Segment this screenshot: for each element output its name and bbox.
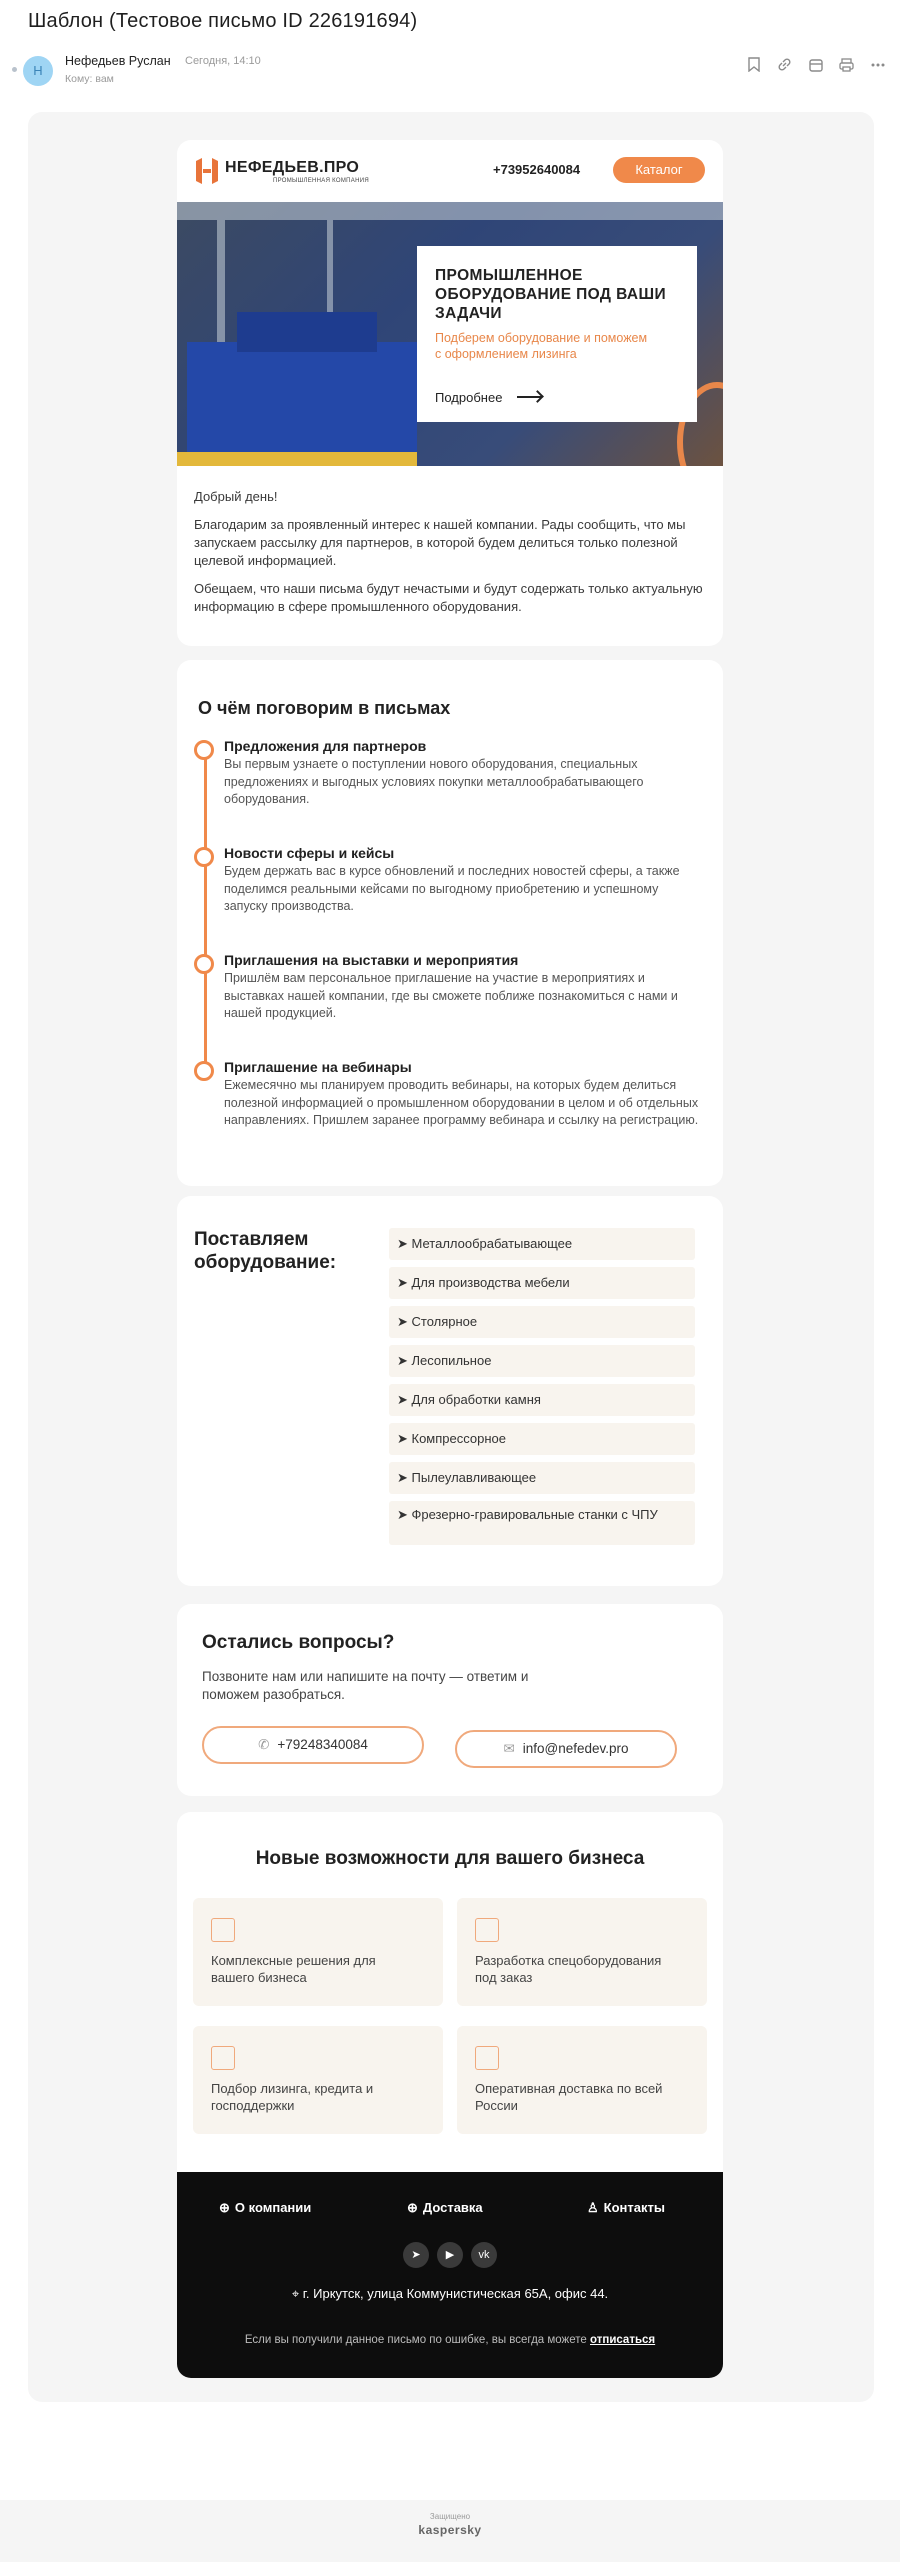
- phone-button[interactable]: [202, 1726, 424, 1764]
- kaspersky-logo: kaspersky: [418, 2523, 482, 2537]
- topics-card: [177, 660, 723, 1186]
- recipient: Кому: вам: [65, 73, 114, 85]
- more-icon[interactable]: [869, 56, 886, 73]
- footer-address: [177, 2286, 723, 2302]
- topics-title: О чём поговорим в письмах: [198, 698, 451, 718]
- timeline-dot: [194, 847, 214, 867]
- intro-paragraph: Обещаем, что наши письма будут нечастыми и будут содержать только актуальную информацию в сфере промышленного оборудования.: [194, 581, 703, 614]
- page-bottom: [0, 2500, 900, 2562]
- globe-icon: ⊕: [219, 2200, 230, 2215]
- logo-text[interactable]: НЕФЕДЬЕВ.ПРО: [225, 159, 360, 176]
- equipment-title: Поставляем оборудование:: [194, 1229, 337, 1273]
- arrow-right-icon[interactable]: [517, 396, 541, 398]
- timeline-dot: [194, 954, 214, 974]
- feature-text: Подбор лизинга, кредита и господдержки: [211, 2081, 374, 2113]
- equipment-item[interactable]: ➤ Металлообрабатывающее: [389, 1228, 695, 1260]
- telegram-icon[interactable]: ➤: [403, 2242, 429, 2268]
- hero-more-link[interactable]: Подробнее: [435, 390, 503, 405]
- hero-subheading: Подберем оборудование и поможем с оформлением лизинга: [435, 331, 648, 361]
- equipment-item[interactable]: ➤ Фрезерно-гравировальные станки с ЧПУ: [389, 1501, 695, 1545]
- topic-title: Новости сферы и кейсы: [224, 845, 395, 861]
- email-footer: [177, 2172, 723, 2378]
- footer-link-label: О компании: [234, 2200, 312, 2215]
- protected-label: Защищено: [429, 2512, 471, 2521]
- hero-machine: [187, 342, 417, 452]
- equipment-item[interactable]: ➤ Для обработки камня: [389, 1384, 695, 1416]
- hero-machine: [237, 312, 377, 352]
- phone-icon: ✆: [258, 1737, 270, 1752]
- youtube-icon[interactable]: ▶: [437, 2242, 463, 2268]
- equipment-item[interactable]: ➤ Пылеулавливающее: [389, 1462, 695, 1494]
- checklist-icon: [211, 1918, 235, 1942]
- footer-link-label: Доставка: [422, 2200, 483, 2215]
- topic-text: Ежемесячно мы планируем проводить вебинары, на которых будем делиться полезной информацией о промышленном оборудовании в целом и об отдельных направлениях. Пришлем заранее программу вебинара и ссылку на регистрацию.: [224, 1078, 699, 1127]
- bookmark-icon[interactable]: [745, 56, 762, 73]
- topic-title: Предложения для партнеров: [224, 738, 427, 754]
- feature-tile: [457, 2026, 707, 2134]
- calendar-icon[interactable]: [807, 56, 824, 73]
- email-button[interactable]: [455, 1730, 677, 1768]
- greeting: Добрый день!: [194, 489, 278, 504]
- email-header: [8, 52, 892, 92]
- timeline-dot: [194, 740, 214, 760]
- card-icon: [211, 2046, 235, 2070]
- feature-tile: [193, 2026, 443, 2134]
- contact-title: Остались вопросы?: [202, 1632, 395, 1653]
- truck-icon: [475, 2046, 499, 2070]
- header-phone[interactable]: +73952640084: [493, 162, 581, 177]
- unsubscribe-note: [177, 2334, 723, 2346]
- logo-subtitle: ПРОМЫШЛЕННАЯ КОМПАНИЯ: [273, 178, 369, 184]
- gears-icon: [475, 1918, 499, 1942]
- email-time: Сегодня, 14:10: [185, 55, 261, 67]
- timeline-line: [204, 748, 207, 1068]
- sender-name[interactable]: Нефедьев Руслан: [65, 54, 171, 68]
- footer-link-about[interactable]: [219, 2200, 311, 2216]
- hero-heading: ПРОМЫШЛЕННОЕ ОБОРУДОВАНИЕ ПОД ВАШИ ЗАДАЧИ: [435, 267, 667, 322]
- feature-tile: [193, 1898, 443, 2006]
- mail-icon: ✉: [503, 1741, 515, 1756]
- contact-card: [177, 1604, 723, 1796]
- email-topbar: [177, 140, 723, 202]
- hero-rail: [177, 452, 417, 466]
- equipment-item[interactable]: ➤ Для производства мебели: [389, 1267, 695, 1299]
- globe-icon: ⊕: [407, 2200, 418, 2215]
- topic-title: Приглашение на вебинары: [224, 1059, 412, 1075]
- footer-link-delivery[interactable]: [407, 2200, 483, 2216]
- topic-text: Пришлём вам персональное приглашение на участие в мероприятиях и выставках нашей компании, где вы сможете поближе познакомиться с нами и нашей продукцией.: [224, 971, 678, 1020]
- address-text: г. Иркутск, улица Коммунистическая 65А, офис 44.: [302, 2286, 609, 2301]
- topic-title: Приглашения на выставки и мероприятия: [224, 952, 519, 968]
- timeline-dot: [194, 1061, 214, 1081]
- email-actions: [745, 56, 886, 73]
- email-subject: Шаблон (Тестовое письмо ID 226191694): [28, 10, 418, 32]
- intro-paragraph: Благодарим за проявленный интерес к нашей компании. Рады сообщить, что мы запускаем рассылку для партнеров, в которой будем делиться только полезной целевой информацией.: [194, 517, 686, 568]
- hero-beam: [177, 202, 723, 220]
- equipment-card: [177, 1196, 723, 1586]
- print-icon[interactable]: [838, 56, 855, 73]
- unsubscribe-link[interactable]: отписаться: [590, 2334, 656, 2346]
- feature-text: Оперативная доставка по всей России: [475, 2081, 663, 2113]
- footer-link-contacts[interactable]: [587, 2200, 665, 2216]
- topic-text: Будем держать вас в курсе обновлений и последних новостей сферы, а также поделимся реальными кейсами по выгодному приобретению и успешному запуску производства.: [224, 864, 680, 913]
- feature-tile: [457, 1898, 707, 2006]
- unsubscribe-text: Если вы получили данное письмо по ошибке, вы всегда можете: [244, 2334, 587, 2346]
- contact-text: Позвоните нам или напишите на почту — ответим и поможем разобраться.: [202, 1669, 529, 1702]
- feature-text: Разработка спецоборудования под заказ: [475, 1953, 662, 1985]
- logo-icon: [194, 157, 220, 185]
- unread-dot: [12, 67, 17, 72]
- features-title: Новые возможности для вашего бизнеса: [255, 1848, 645, 1869]
- intro-card: [177, 140, 723, 646]
- catalog-button[interactable]: Каталог: [613, 157, 705, 183]
- vk-icon[interactable]: vk: [471, 2242, 497, 2268]
- link-icon[interactable]: [776, 56, 793, 73]
- phone-button-label: +79248340084: [277, 1737, 368, 1752]
- equipment-item[interactable]: ➤ Компрессорное: [389, 1423, 695, 1455]
- equipment-item[interactable]: ➤ Лесопильное: [389, 1345, 695, 1377]
- feature-text: Комплексные решения для вашего бизнеса: [211, 1953, 376, 1985]
- hero-card: [417, 246, 697, 422]
- email-button-label: info@nefedev.pro: [522, 1741, 629, 1756]
- user-icon: ♙: [587, 2200, 599, 2215]
- hero-banner[interactable]: [177, 202, 723, 466]
- equipment-item[interactable]: ➤ Столярное: [389, 1306, 695, 1338]
- avatar: Н: [23, 56, 53, 86]
- location-icon: ⌖: [291, 2286, 303, 2301]
- topic-text: Вы первым узнаете о поступлении нового оборудования, специальных предложениях и выгодных условиях покупки металлообрабатывающего оборудования.: [224, 757, 644, 806]
- features-card: [177, 1812, 723, 2378]
- intro-text: [194, 488, 709, 626]
- footer-link-label: Контакты: [603, 2200, 665, 2215]
